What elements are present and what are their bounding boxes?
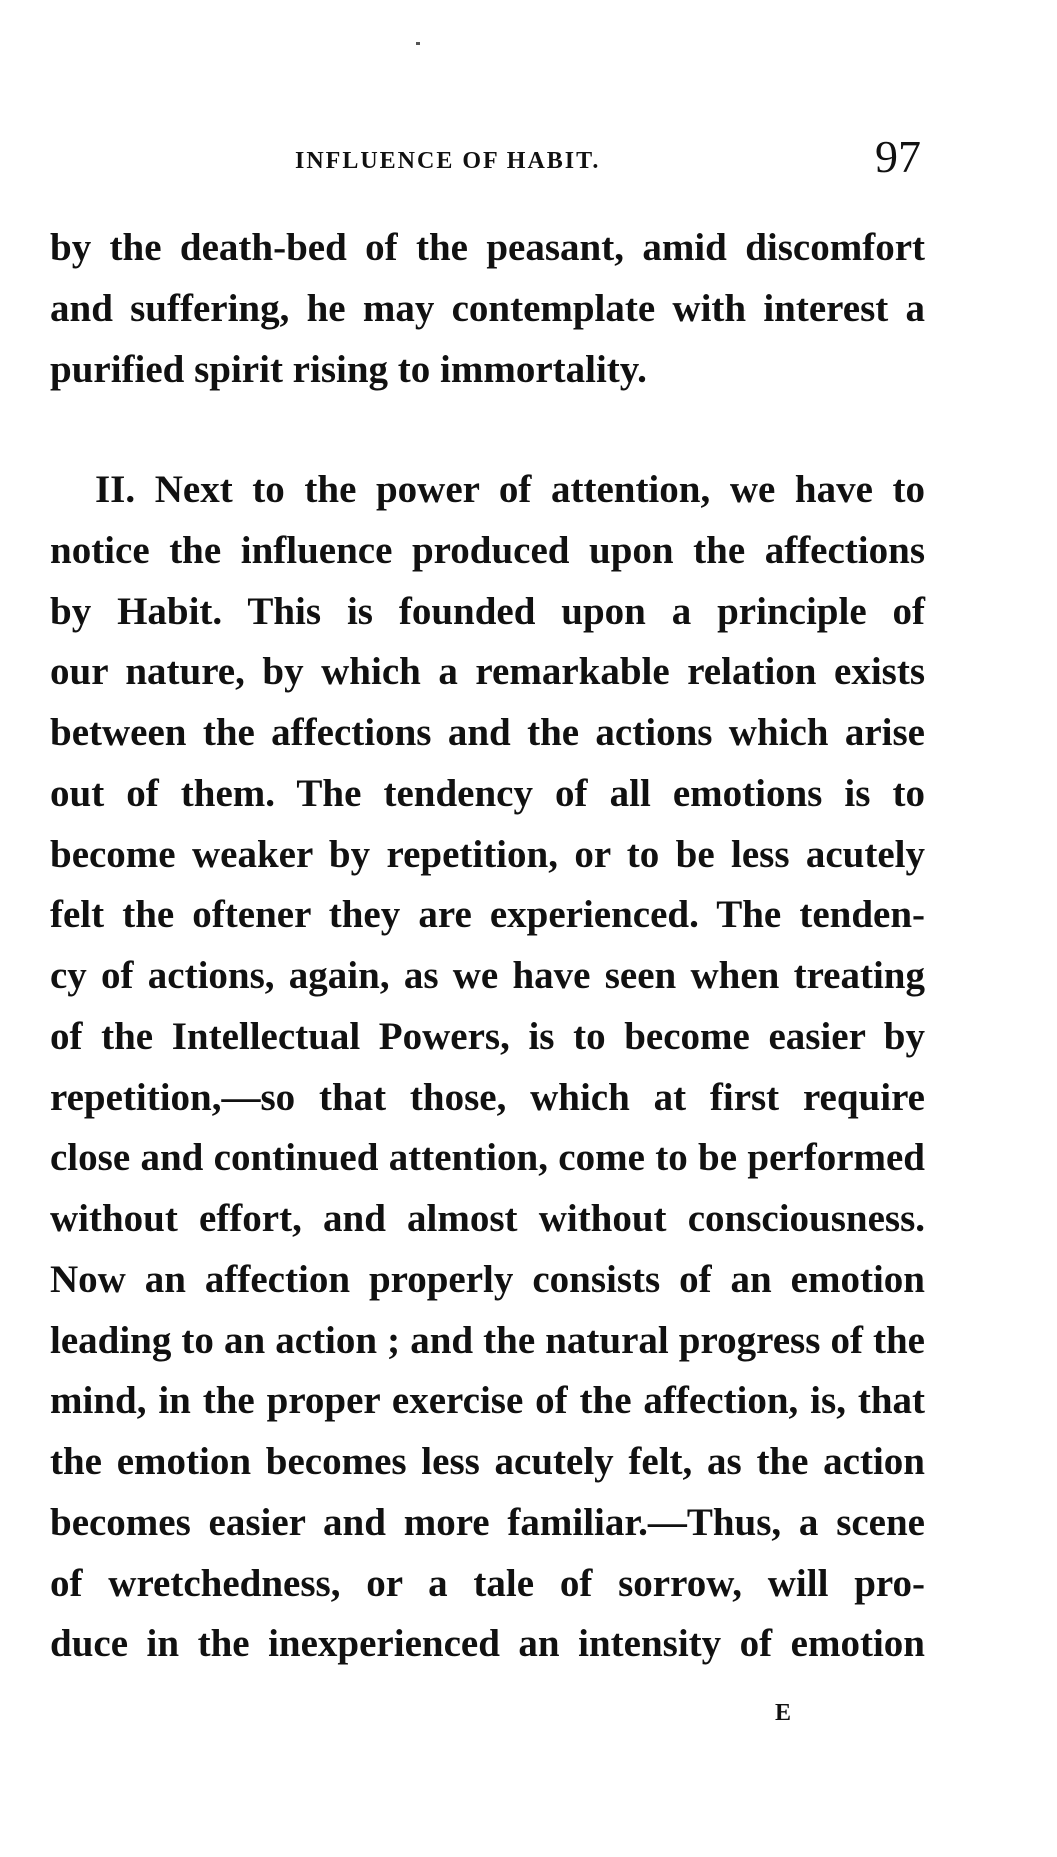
text-line: mind, in the proper exercise of the affection, is, that — [50, 1379, 925, 1422]
text-line: Now an affection properly consists of an emotion — [50, 1258, 925, 1301]
text-line: without effort, and almost without consciousness. — [50, 1197, 925, 1240]
text-line: by Habit. This is founded upon a principle of — [50, 590, 925, 633]
text-line: purified spirit rising to immortality. — [50, 348, 647, 391]
text-line: become weaker by repetition, or to be less acutely — [50, 833, 925, 876]
signature-mark: E — [775, 1700, 792, 1726]
text-line: leading to an action ; and the natural progress of the — [50, 1319, 925, 1362]
text-line: II. Next to the power of attention, we have to — [95, 468, 925, 511]
text-line: repetition,—so that those, which at first require — [50, 1076, 925, 1119]
text-line: felt the oftener they are experienced. The tenden- — [50, 893, 925, 936]
text-line: out of them. The tendency of all emotions is to — [50, 772, 925, 815]
text-line: of wretchedness, or a tale of sorrow, will pro- — [50, 1562, 925, 1605]
running-title: INFLUENCE OF HABIT. — [295, 148, 601, 174]
text-line: of the Intellectual Powers, is to become easier by — [50, 1015, 925, 1058]
text-line: the emotion becomes less acutely felt, as the action — [50, 1440, 925, 1483]
text-line: becomes easier and more familiar.—Thus, a scene — [50, 1501, 925, 1544]
text-line: notice the influence produced upon the affections — [50, 529, 925, 572]
text-line: between the affections and the actions which arise — [50, 711, 925, 754]
text-line: by the death-bed of the peasant, amid discomfort — [50, 226, 925, 269]
page-number: 97 — [875, 131, 921, 182]
text-line: our nature, by which a remarkable relation exists — [50, 650, 925, 693]
printing-speck — [416, 42, 420, 45]
text-line: duce in the inexperienced an intensity of emotion — [50, 1622, 925, 1665]
text-line: and suffering, he may contemplate with interest a — [50, 287, 925, 330]
text-line: close and continued attention, come to be performed — [50, 1136, 925, 1179]
text-line: cy of actions, again, as we have seen when treating — [50, 954, 925, 997]
